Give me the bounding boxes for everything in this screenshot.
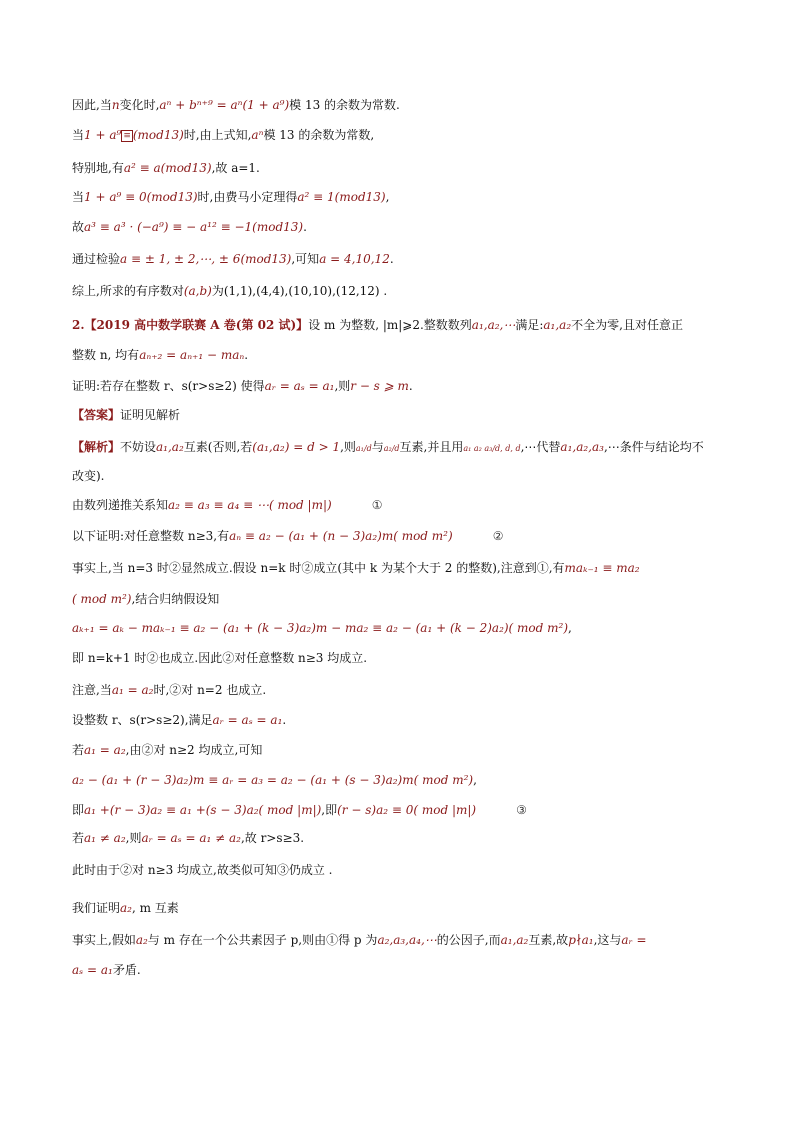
- text-run: ,结合归纳假设知: [131, 592, 220, 606]
- text-line: [72, 620, 572, 636]
- math-expression: ( mod m²): [72, 592, 132, 606]
- fraction: a₁/d: [355, 444, 372, 453]
- text-line: [72, 189, 389, 205]
- text-run: 证明:若存在整数 r、s(r>s≥2) 使得: [72, 379, 265, 393]
- text-line: [72, 251, 394, 267]
- text-run: 事实上,假如: [72, 933, 136, 947]
- text-line: [72, 378, 413, 394]
- math-expression: a² ≡ 1(mod13): [297, 190, 386, 204]
- text-run: 通过检验: [72, 252, 121, 266]
- math-expression: aₛ = a₁: [72, 963, 113, 977]
- boxed-symbol: ≡: [123, 131, 131, 141]
- text-run: ,故 a=1.: [211, 161, 260, 175]
- text-run: 改变).: [72, 469, 105, 483]
- math-expression: aₖ₊₁ = aₖ − maₖ₋₁ ≡ a₂ − (a₁ + (k − 3)a₂)m − ma₂ ≡ a₂ − (a₁ + (k − 2)a₂)( mod m²): [72, 621, 569, 635]
- text-run: .: [389, 252, 394, 266]
- text-run: 互素,并且用: [399, 440, 464, 454]
- text-line: [72, 682, 266, 698]
- text-line: [72, 560, 640, 576]
- math-expression: a₁,a₂: [543, 318, 572, 332]
- text-run: .: [408, 379, 413, 393]
- math-expression: a₂ ≡ a₃ ≡ a₄ ≡ ⋯( mod |m|): [168, 498, 332, 512]
- text-run: 设 m 为整数, |m|⩾2.整数数列: [308, 318, 472, 332]
- text-line: [72, 497, 382, 513]
- text-run: .: [282, 713, 287, 727]
- text-run: ,故 r>s≥3.: [240, 831, 305, 845]
- text-line: [72, 97, 400, 113]
- text-run: 不全为零,且对任意正: [571, 318, 683, 332]
- text-run: ,⋯代替: [520, 440, 561, 454]
- math-expression: a ≡ ± 1, ± 2,⋯, ± 6(mod13): [120, 252, 292, 266]
- text-run: 若: [72, 831, 85, 845]
- text-run: 时,②对 n=2 也成立.: [153, 683, 267, 697]
- text-line: [72, 742, 262, 758]
- equation-number: ①: [371, 498, 383, 512]
- text-line: [72, 439, 704, 457]
- text-line: [72, 830, 304, 846]
- text-run: 由数列递推关系知: [72, 498, 169, 512]
- math-expression: a₁ +(r − 3)a₂ ≡ a₁ +(s − 3)a₂( mod |m|): [84, 803, 322, 817]
- math-expression: a₂,a₃,a₄,⋯: [377, 933, 437, 947]
- math-expression: a₁,a₂,⋯: [471, 318, 516, 332]
- math-expression: n: [111, 98, 120, 112]
- text-line: [72, 347, 248, 363]
- math-expression: (r − s)a₂ ≡ 0( mod |m|): [337, 803, 477, 817]
- text-run: 互素(否则,若: [183, 440, 253, 454]
- text-run: 矛盾.: [112, 963, 141, 977]
- section-label: 【解析】: [72, 440, 121, 454]
- text-run: 不妨设: [120, 440, 157, 454]
- text-line: [72, 712, 286, 728]
- text-run: 的公因子,而: [436, 933, 501, 947]
- math-expression: aᵣ = aₛ = a₁: [212, 713, 283, 727]
- text-line: [72, 160, 260, 176]
- text-line: [72, 862, 333, 878]
- text-line: [72, 962, 141, 978]
- text-run: ,可知: [291, 252, 320, 266]
- math-expression: aⁿ + bⁿ⁺⁹ = aⁿ(1 + a⁹): [159, 98, 290, 112]
- text-run: 整数 n, 均有: [72, 348, 140, 362]
- text-line: [72, 127, 374, 143]
- fraction: a₂/d: [383, 444, 400, 453]
- math-expression: (a,b): [183, 284, 212, 298]
- text-run: .: [244, 348, 249, 362]
- text-line: [72, 528, 503, 544]
- equation-number: ②: [492, 529, 504, 543]
- text-line: [72, 932, 647, 948]
- math-expression: aₙ ≡ a₂ − (a₁ + (n − 3)a₂)m( mod m²): [229, 529, 453, 543]
- text-line: [72, 407, 180, 423]
- text-line: [72, 317, 683, 333]
- text-run: 即: [72, 803, 85, 817]
- math-expression: a₂ − (a₁ + (r − 3)a₂)m ≡ aᵣ = a₃ = a₂ − (a₁ + (s − 3)a₂)m( mod m²): [72, 773, 474, 787]
- text-run: , m 互素: [131, 901, 179, 915]
- text-line: [72, 802, 527, 818]
- text-run: ,即: [321, 803, 338, 817]
- text-run: 与 m 存在一个公共素因子 p,则由①得 p 为: [147, 933, 378, 947]
- text-run: ,则: [125, 831, 142, 845]
- text-run: 为(1,1),(4,4),(10,10),(12,12) .: [211, 284, 388, 298]
- math-expression: a₂: [120, 901, 132, 915]
- text-line: [72, 283, 387, 299]
- math-expression: a² ≡ a(mod13): [123, 161, 212, 175]
- text-line: [72, 468, 105, 484]
- math-expression: a₁ ≠ a₂: [84, 831, 126, 845]
- text-run: 模 13 的余数为常数,: [263, 128, 375, 142]
- math-expression: maₖ₋₁ ≡ ma₂: [564, 561, 640, 575]
- text-run: 即 n=k+1 时②也成立.因此②对任意整数 n≥3 均成立.: [72, 651, 368, 665]
- text-run: 综上,所求的有序数对: [72, 284, 184, 298]
- math-expression: aᵣ = aₛ = a₁: [264, 379, 335, 393]
- math-expression: 1 + a⁹: [84, 128, 122, 142]
- math-expression: a₁,a₂,a₃: [560, 440, 604, 454]
- text-run: 变化时,: [119, 98, 160, 112]
- text-run: 模 13 的余数为常数.: [289, 98, 400, 112]
- text-run: 设整数 r、s(r>s≥2),满足: [72, 713, 213, 727]
- text-run: 我们证明: [72, 901, 121, 915]
- math-expression: 1 + a⁹ ≡ 0(mod13): [84, 190, 198, 204]
- math-expression: a₁ = a₂: [84, 743, 126, 757]
- text-line: [72, 591, 219, 607]
- text-run: 当: [72, 190, 85, 204]
- text-run: 与: [371, 440, 384, 454]
- text-run: ,这与: [593, 933, 622, 947]
- text-run: ,: [385, 190, 390, 204]
- text-run: .: [303, 220, 307, 234]
- text-line: [72, 219, 307, 235]
- math-expression: a₁,a₂: [500, 933, 529, 947]
- math-expression: r − s ⩾ m: [350, 379, 409, 393]
- text-run: ,: [568, 621, 572, 635]
- text-run: 满足:: [515, 318, 544, 332]
- text-run: 若: [72, 743, 85, 757]
- section-label: 【答案】: [72, 408, 121, 422]
- text-run: 时,由费马小定理得: [197, 190, 298, 204]
- text-run: 证明见解析: [120, 408, 181, 422]
- math-expression: (a₁,a₂) = d > 1: [252, 440, 341, 454]
- text-run: 此时由于②对 n≥3 均成立,故类似可知③仍成立 .: [72, 863, 333, 877]
- text-run: ,⋯条件与结论均不: [603, 440, 704, 454]
- math-expression: a³ ≡ a³ · (−a⁹) ≡ − a¹² ≡ −1(mod13): [84, 220, 304, 234]
- text-run: 互素,故: [528, 933, 569, 947]
- fraction: a₁ a₂ a₃/d, d, d: [463, 444, 521, 453]
- text-run: 注意,当: [72, 683, 112, 697]
- text-run: 特别地,有: [72, 161, 124, 175]
- text-run: ,: [473, 773, 477, 787]
- text-run: 故: [72, 220, 85, 234]
- math-expression: aᵣ = aₛ = a₁ ≠ a₂: [141, 831, 241, 845]
- math-expression: a₂: [135, 933, 148, 947]
- text-line: [72, 900, 179, 916]
- math-expression: aₙ₊₂ = aₙ₊₁ − maₙ: [139, 348, 245, 362]
- math-expression: p∤a₁: [568, 933, 594, 947]
- math-expression: a = 4,10,12: [319, 252, 390, 266]
- math-expression: aⁿ: [251, 128, 264, 142]
- text-line: [72, 772, 477, 788]
- text-run: ,由②对 n≥2 均成立,可知: [125, 743, 263, 757]
- text-run: ,则: [340, 440, 356, 454]
- text-run: 因此,当: [72, 98, 112, 112]
- math-expression: a₁,a₂: [156, 440, 184, 454]
- text-run: 以下证明:对任意整数 n≥3,有: [72, 529, 230, 543]
- text-line: [72, 650, 367, 666]
- equation-number: ③: [516, 803, 527, 817]
- math-expression: aᵣ =: [621, 933, 647, 947]
- text-run: 事实上,当 n=3 时②显然成立.假设 n=k 时②成立(其中 k 为某个大于 2 的整数),注意到①,有: [72, 561, 565, 575]
- math-expression: a₁ = a₂: [111, 683, 154, 697]
- text-run: 当: [72, 128, 85, 142]
- section-label: 2.【2019 高中数学联赛 A 卷(第 02 试)】: [72, 318, 309, 332]
- text-run: 时,由上式知,: [183, 128, 252, 142]
- text-run: ,则: [334, 379, 351, 393]
- math-expression: (mod13): [132, 128, 184, 142]
